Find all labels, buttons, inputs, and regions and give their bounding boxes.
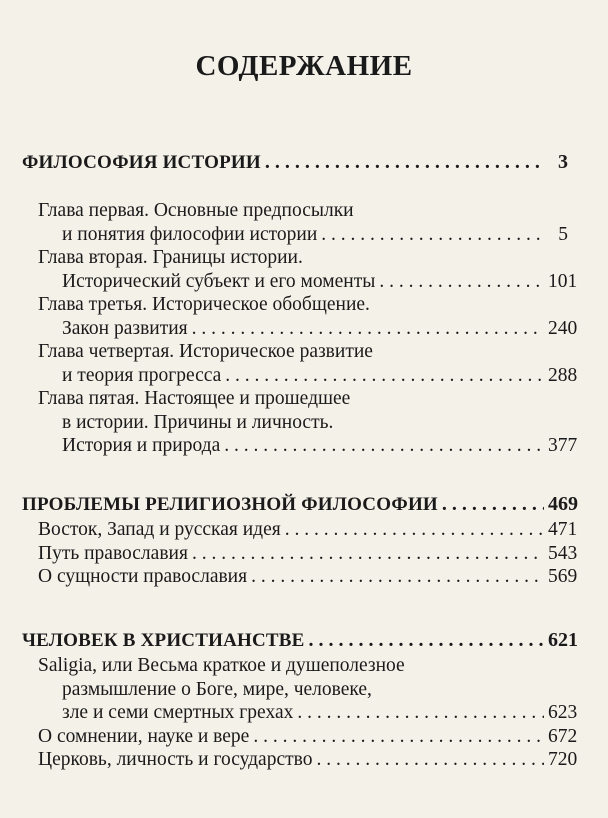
- entry-last-line: [38, 317, 578, 341]
- page-number: 240: [548, 317, 578, 339]
- entry-line: размышление о Боге, мире, человеке,: [62, 678, 372, 700]
- leader-dots: [321, 223, 544, 247]
- page-number: 569: [548, 566, 578, 587]
- entry-last-line: [38, 364, 578, 388]
- toc-entry[interactable]: [38, 748, 578, 772]
- entry-text: История и природа: [62, 435, 221, 456]
- toc-entry[interactable]: [38, 293, 578, 340]
- toc-chapters-part-3: [22, 654, 578, 772]
- page-number: 543: [548, 542, 578, 564]
- entry-text: О сущности православия: [38, 566, 248, 587]
- entry-text: О сомнении, науке и вере: [38, 725, 250, 747]
- entry-last-line: [38, 725, 578, 749]
- page-number: 377: [548, 435, 578, 456]
- entry-text: Путь православия: [38, 542, 188, 564]
- page-number: 469: [548, 493, 578, 515]
- leader-dots: [265, 148, 544, 176]
- toc-entry[interactable]: [38, 542, 578, 566]
- toc-part-2: [22, 490, 578, 518]
- entry-last-line: [38, 701, 578, 725]
- leader-dots: [224, 434, 544, 458]
- entry-last-line: [38, 518, 578, 542]
- leader-dots: [316, 748, 544, 772]
- entry-text: Восток, Запад и русская идея: [38, 519, 281, 540]
- leader-dots: [285, 518, 544, 542]
- leader-dots: [442, 490, 544, 518]
- entry-text: зле и семи смертных грехах: [62, 702, 294, 723]
- leader-dots: [297, 701, 544, 725]
- entry-text: и понятия философии истории: [62, 223, 318, 245]
- toc-entry[interactable]: [38, 340, 578, 387]
- part-heading[interactable]: [22, 148, 568, 176]
- leader-dots: [379, 270, 544, 294]
- toc-entry[interactable]: [38, 199, 568, 246]
- toc-entry[interactable]: [38, 565, 578, 589]
- entry-line: Глава четвертая. Историческое развитие: [38, 341, 373, 362]
- leader-dots: [192, 542, 544, 566]
- toc-entry[interactable]: [38, 387, 578, 458]
- page-number: 720: [548, 749, 578, 770]
- entry-last-line: [38, 223, 568, 247]
- entry-last-line: [38, 270, 578, 294]
- page-number: 621: [548, 629, 578, 651]
- entry-last-line: [38, 542, 578, 566]
- entry-last-line: [38, 748, 578, 772]
- page-number: 101: [548, 270, 578, 292]
- entry-line: Глава третья. Историческое обобщение.: [38, 294, 370, 315]
- toc-entry[interactable]: [38, 725, 578, 749]
- leader-dots: [192, 317, 544, 341]
- leader-dots: [309, 626, 544, 654]
- entry-text: Исторический субъект и его моменты: [62, 270, 376, 292]
- toc-part-3: [22, 626, 578, 654]
- page-number: 3: [558, 151, 568, 173]
- entry-text: Закон развития: [62, 317, 188, 339]
- entry-line: Глава вторая. Границы истории.: [38, 247, 303, 268]
- page-number: 471: [548, 519, 578, 540]
- toc-entry[interactable]: [38, 518, 578, 542]
- entry-line: Глава первая. Основные предпосылки: [38, 200, 354, 221]
- page-number: 623: [548, 702, 578, 723]
- entry-text: Церковь, личность и государство: [38, 749, 313, 770]
- toc-chapters-part-2: [22, 518, 578, 589]
- page-number: 672: [548, 725, 578, 747]
- entry-line: Глава пятая. Настоящее и прошедшее: [38, 388, 351, 409]
- part-title: ПРОБЛЕМЫ РЕЛИГИОЗНОЙ ФИЛОСОФИИ: [22, 494, 438, 515]
- part-heading[interactable]: [22, 626, 578, 654]
- page-number: 5: [558, 223, 568, 245]
- entry-text: и теория прогресса: [62, 364, 222, 386]
- leader-dots: [251, 565, 544, 589]
- page-number: 288: [548, 364, 578, 386]
- entry-line: Saligia, или Весьма краткое и душеполезное: [38, 655, 405, 676]
- entry-last-line: [38, 565, 578, 589]
- toc-part-1: [22, 148, 568, 176]
- entry-last-line: [38, 434, 578, 458]
- part-title: ЧЕЛОВЕК В ХРИСТИАНСТВЕ: [22, 630, 305, 651]
- entry-line: в истории. Причины и личность.: [62, 411, 334, 433]
- toc-entry[interactable]: [38, 654, 578, 725]
- part-title: ФИЛОСОФИЯ ИСТОРИИ: [22, 152, 261, 173]
- toc-chapters-part-1: [22, 199, 578, 458]
- leader-dots: [253, 725, 544, 749]
- page-title: СОДЕРЖАНИЕ: [195, 50, 413, 82]
- leader-dots: [225, 364, 544, 388]
- toc-entry[interactable]: [38, 246, 578, 293]
- part-heading[interactable]: [22, 490, 578, 518]
